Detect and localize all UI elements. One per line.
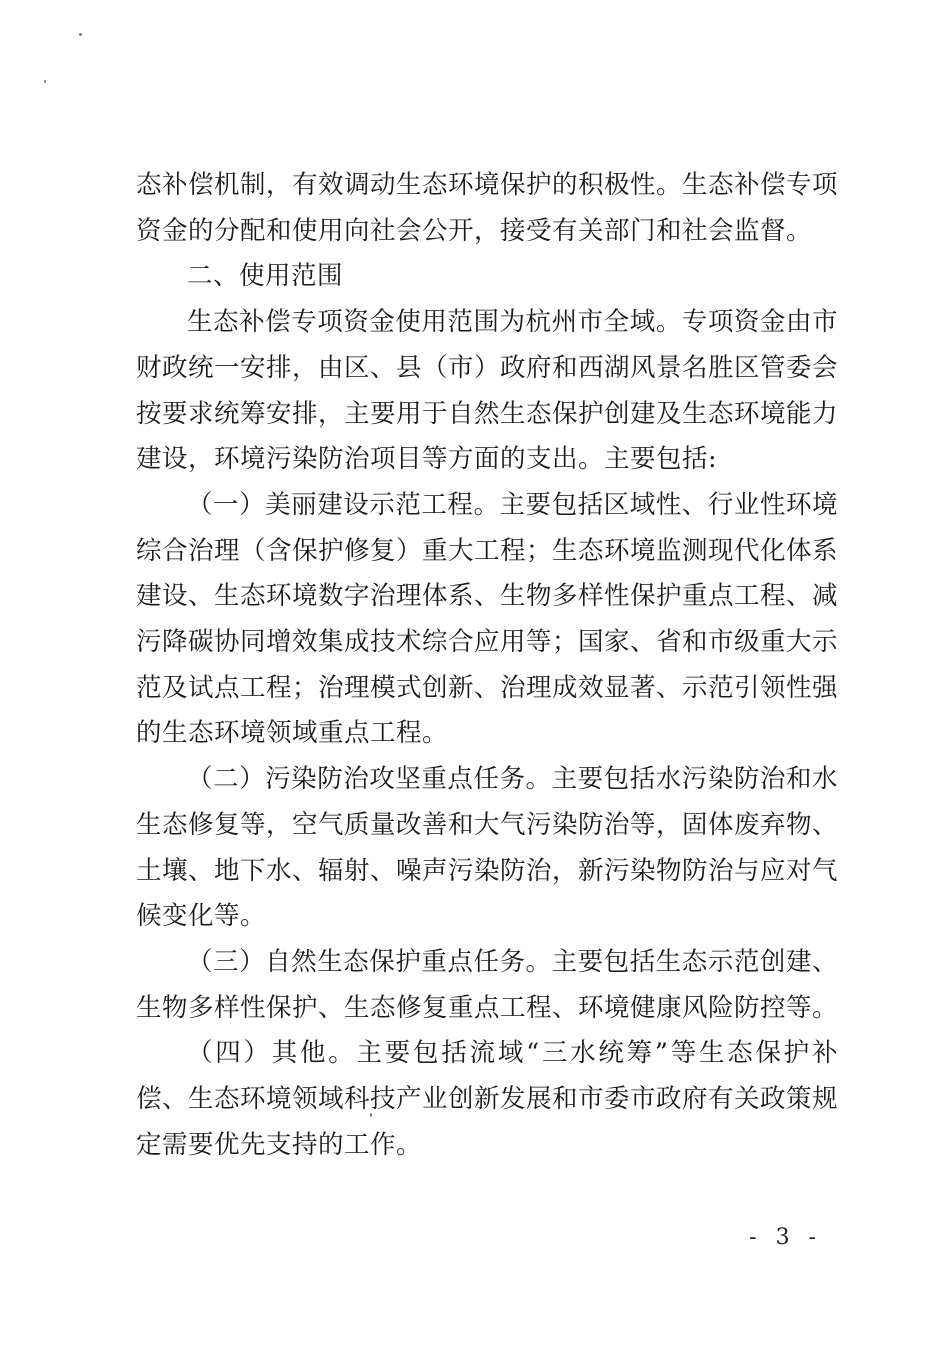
- scan-speck: [44, 80, 46, 83]
- paragraph-item-2: （二）污染防治攻坚重点任务。主要包括水污染防治和水生态修复等，空气质量改善和大气污染防治等，固体废弃物、土壤、地下水、辐射、噪声污染防治，新污染物防治与应对气候变化等。: [136, 764, 839, 932]
- paragraph-continued: 态补偿机制，有效调动生态环境保护的积极性。生态补偿专项资金的分配和使用向社会公开，接受有关部门和社会监督。: [136, 170, 839, 246]
- paragraph-item-3: （三）自然生态保护重点任务。主要包括生态示范创建、生物多样性保护、生态修复重点工程、环境健康风险防控等。: [136, 946, 839, 1023]
- paragraph-item-4: （四）其他。主要包括流域“三水统筹”等生态保护补偿、生态环境领域科技产业创新发展和市委市政府有关政策规定需要优先支持的工作。: [136, 1038, 839, 1160]
- paragraph-scope: 生态补偿专项资金使用范围为杭州市全域。专项资金由市财政统一安排，由区、县（市）政府和西湖风景名胜区管委会按要求统筹安排，主要用于自然生态保护创建及生态环境能力建设，环境污染防治项目等方面的支出。主要包括:: [136, 307, 839, 475]
- page-number: - 3 -: [749, 1225, 822, 1250]
- paragraph-item-1: （一）美丽建设示范工程。主要包括区域性、行业性环境综合治理（含保护修复）重大工程；生态环境监测现代化体系建设、生态环境数字治理体系、生物多样性保护重点工程、减污降碳协同增效集成技术综合应用等；国家、省和市级重大示范及试点工程；治理模式创新、治理成效显著、示范引领性强的生态环境领域重点工程。: [136, 489, 839, 749]
- document-body: [136, 163, 838, 1168]
- section-heading: 二、使用范围: [187, 261, 344, 292]
- scan-speck: [79, 33, 82, 36]
